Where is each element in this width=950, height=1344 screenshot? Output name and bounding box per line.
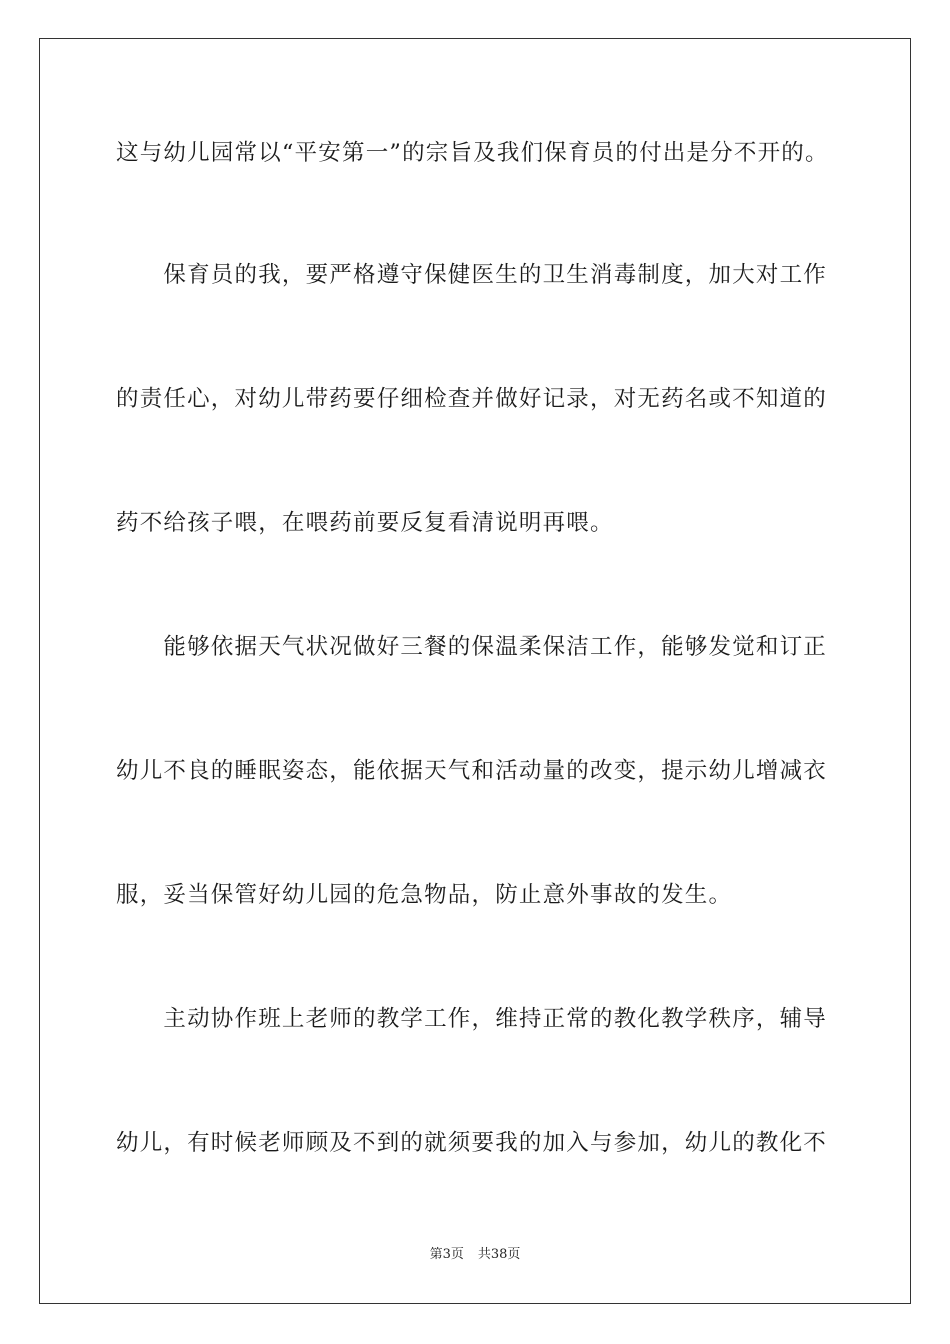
text-line-6: 幼儿不良的睡眠姿态，能依据天气和活动量的改变，提示幼儿增减衣 <box>116 758 828 784</box>
text-line-8: 主动协作班上老师的教学工作，维持正常的教化教学秩序，辅导 <box>116 1006 828 1032</box>
text-line-4: 药不给孩子喂，在喂药前要反复看清说明再喂。 <box>116 510 614 536</box>
page-number: 第3页 <box>429 1247 464 1262</box>
total-pages: 共38页 <box>477 1247 521 1262</box>
text-line-7: 服，妥当保管好幼儿园的危急物品，防止意外事故的发生。 <box>116 882 733 908</box>
text-line-1: 这与幼儿园常以“平安第一”的宗旨及我们保育员的付出是分不开的。 <box>116 140 829 166</box>
page-footer <box>0 1246 950 1264</box>
page-border <box>39 38 911 1304</box>
text-line-5: 能够依据天气状况做好三餐的保温柔保洁工作，能够发觉和订正 <box>116 634 828 660</box>
text-line-9: 幼儿，有时候老师顾及不到的就须要我的加入与参加，幼儿的教化不 <box>116 1130 828 1156</box>
text-line-3: 的责任心，对幼儿带药要仔细检查并做好记录，对无药名或不知道的 <box>116 386 828 412</box>
text-line-2: 保育员的我，要严格遵守保健医生的卫生消毒制度，加大对工作 <box>116 262 828 288</box>
